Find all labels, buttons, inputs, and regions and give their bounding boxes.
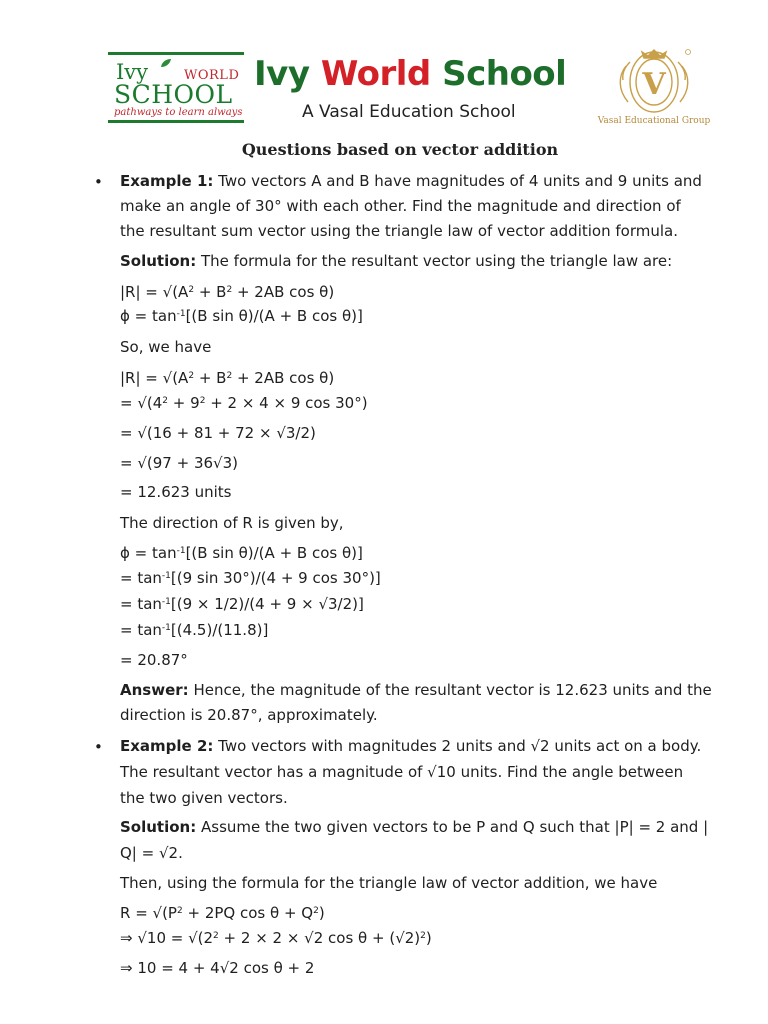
page-title: Questions based on vector addition xyxy=(241,140,559,159)
logo-ivy-text: Ivy xyxy=(116,60,149,84)
vasal-crest-icon xyxy=(596,46,712,118)
school-name-ivy: Ivy xyxy=(254,54,310,94)
example-2-label: Example 2: xyxy=(120,737,214,755)
step-4: = √(97 + 36√3) xyxy=(120,454,238,472)
vasal-group-logo xyxy=(596,46,712,130)
example-2-then: Then, using the formula for the triangle law of vector addition, we have xyxy=(120,874,658,892)
school-subtitle: A Vasal Education School xyxy=(302,102,516,122)
step-3: = √(16 + 81 + 72 × √3/2) xyxy=(120,424,316,442)
direction-step-2: = $\tan^{-1}[(9$ sin 30°)/(4 + 9 cos 30°)] xyxy=(120,569,381,587)
example-2-solution-line xyxy=(120,817,708,837)
formula-resultant-magnitude: $|R| = √(A^2 + B^2 + 2AB$ cos θ) xyxy=(120,283,335,301)
direction-step-1: $\phi = \tan^{-1}[(B$ sin θ)/(A + B cos θ)] xyxy=(120,544,363,562)
example-2-question-line-1 xyxy=(120,736,701,756)
bullet-example-2: • xyxy=(94,738,103,756)
step-2: = $√(4^2 + 9^2 + 2 \times 4 \times 9$ cos 30°) xyxy=(120,394,368,412)
vasal-caption: Vasal Educational Group xyxy=(597,116,711,126)
logo-tagline: pathways to learn always xyxy=(114,107,243,118)
example-2-eq-2: ⇒ $√10 = √(2^2 + 2 \times 2 \times √2$ $\cos \theta + (√2)^2$) xyxy=(120,929,432,947)
school-name xyxy=(254,54,566,94)
direction-intro: The direction of R is given by, xyxy=(120,514,344,532)
example-1-answer-1: Hence, the magnitude of the resultant vector is 12.623 units and the xyxy=(193,681,712,699)
direction-step-3: = $\tan^{-1}[(9 \times 1/2)/(4 + 9 \times √3/2)]$ xyxy=(120,595,364,613)
vasal-v-letter: V xyxy=(642,67,666,102)
example-1-solution-line xyxy=(120,251,672,271)
leaf-icon xyxy=(160,58,172,68)
example-1-solution-label: Solution: xyxy=(120,252,197,270)
example-2-eq-3: ⇒ 10 = 4 + 4√2 cos θ + 2 xyxy=(120,959,315,977)
direction-step-5: = 20.87° xyxy=(120,651,188,669)
example-2-sol-1: Assume the two given vectors to be P and Q such that |P| = 2 and | xyxy=(201,818,709,836)
example-1-solution-text: The formula for the resultant vector using the triangle law are: xyxy=(201,252,673,270)
example-1-q2: make an angle of 30° with each other. Find the magnitude and direction of xyxy=(120,197,681,215)
school-name-world: World xyxy=(320,54,431,94)
example-2-solution-label: Solution: xyxy=(120,818,197,836)
example-1-answer-line-1 xyxy=(120,680,712,700)
step-1: $|R| = √(A^2 + B^2 + 2AB$ cos θ) xyxy=(120,369,335,387)
example-1-label: Example 1: xyxy=(120,172,214,190)
example-2-q1: Two vectors with magnitudes 2 units and √2 units act on a body. xyxy=(218,737,702,755)
step-5: = 12.623 units xyxy=(120,483,232,501)
formula-direction: $\phi = \tan^{-1}[(B$ sin θ)/(A + B cos θ)] xyxy=(120,307,363,325)
bullet-example-1: • xyxy=(94,173,103,191)
direction-step-4: = $\tan^{-1}[(4.5)/(11.8)]$ xyxy=(120,621,269,639)
so-we-have: So, we have xyxy=(120,338,212,356)
example-1-question-line-1 xyxy=(120,171,702,191)
example-2-q3: the two given vectors. xyxy=(120,789,288,807)
example-1-answer-label: Answer: xyxy=(120,681,189,699)
ivy-world-school-logo xyxy=(108,52,244,124)
example-2-q2: The resultant vector has a magnitude of √10 units. Find the angle between xyxy=(120,763,684,781)
example-1-q1: Two vectors A and B have magnitudes of 4 units and 9 units and xyxy=(218,172,702,190)
example-2-eq-1: $R = √(P^2 + 2PQ$ $\cos \theta + Q^2$) xyxy=(120,904,325,922)
logo-top-bar xyxy=(108,52,244,55)
school-name-school: School xyxy=(442,54,567,94)
logo-school-text: SCHOOL xyxy=(114,80,233,109)
logo-bottom-bar xyxy=(108,120,244,123)
example-2-sol-2: Q| = √2. xyxy=(120,844,183,862)
example-1-answer-2: direction is 20.87°, approximately. xyxy=(120,706,378,724)
logo-world-text: WORLD xyxy=(184,68,240,83)
example-1-q3: the resultant sum vector using the triangle law of vector addition formula. xyxy=(120,222,678,240)
